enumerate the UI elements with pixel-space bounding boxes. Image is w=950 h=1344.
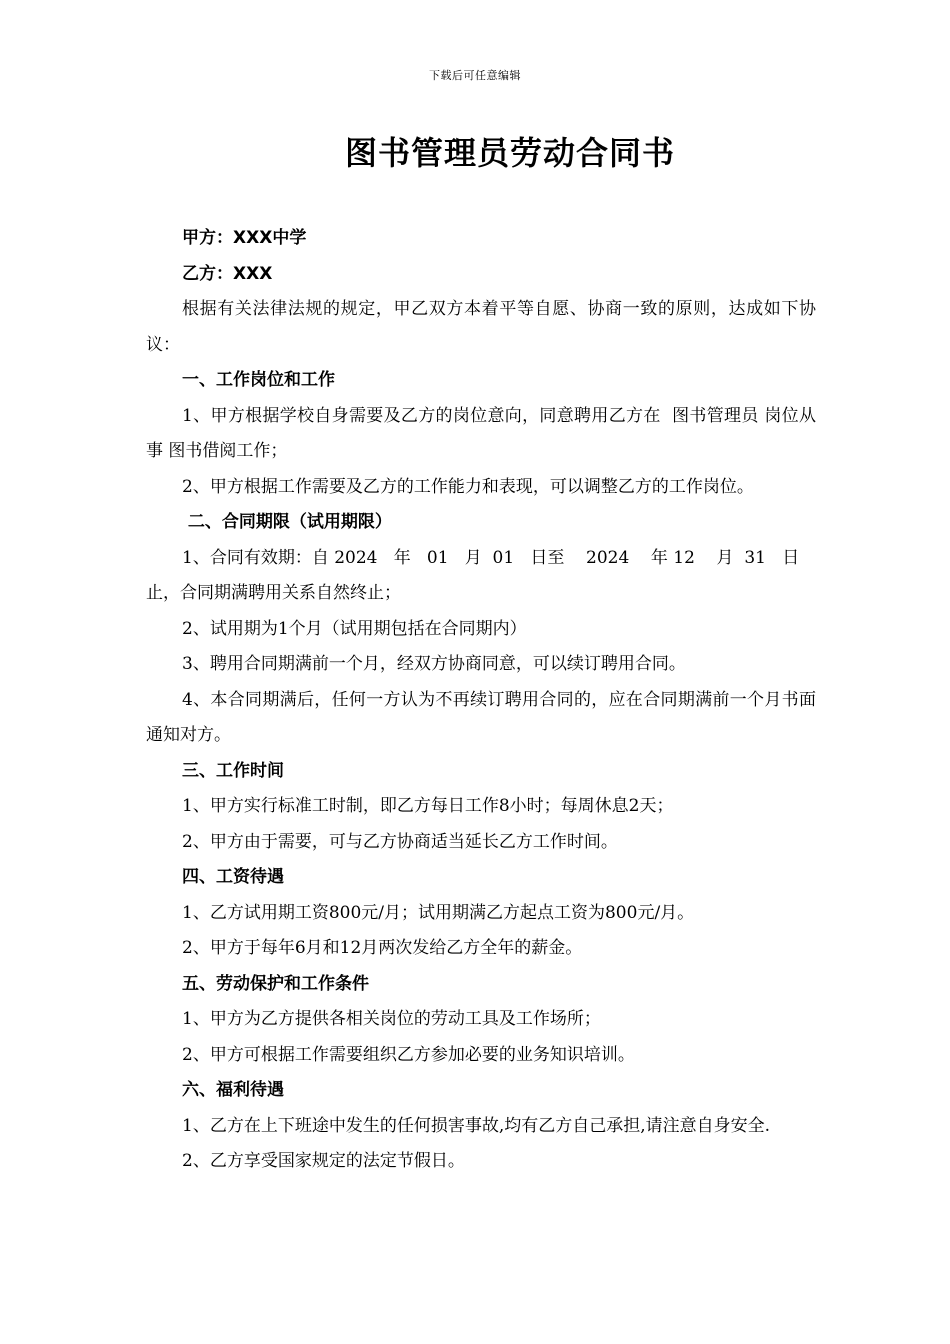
document-body bbox=[146, 221, 816, 1180]
party-a: 甲方：XXX中学 bbox=[182, 228, 307, 248]
clause-1-2: 2、甲方根据工作需要及乙方的工作能力和表现，可以调整乙方的工作岗位。 bbox=[182, 476, 754, 497]
section-heading-1: 一、工作岗位和工作 bbox=[182, 370, 335, 390]
clause-1-1: 1、甲方根据学校自身需要及乙方的岗位意向，同意聘用乙方在 图书管理员 岗位从事 图书借阅工作； bbox=[146, 405, 816, 461]
section-heading-2: 二、合同期限（试用期限） bbox=[182, 512, 392, 532]
section-heading-3: 三、工作时间 bbox=[182, 760, 284, 781]
clause-3-2: 2、甲方由于需要，可与乙方协商适当延长乙方工作时间。 bbox=[182, 831, 618, 852]
clause-4-2: 2、甲方于每年6月和12月两次发给乙方全年的薪金。 bbox=[182, 938, 583, 958]
document-title: 图书管理员劳动合同书 bbox=[344, 134, 675, 172]
section-heading-5: 五、劳动保护和工作条件 bbox=[182, 973, 369, 994]
clause-5-2: 2、甲方可根据工作需要组织乙方参加必要的业务知识培训。 bbox=[182, 1044, 635, 1065]
clause-4-1: 1、乙方试用期工资800元/月；试用期满乙方起点工资为800元/月。 bbox=[182, 902, 695, 923]
clause-2-1: 1、合同有效期：自 2024 年 01 月 01 日至 2024 年 12 月 31 日止，合同期满聘用关系自然终止； bbox=[146, 547, 800, 603]
clause-6-1: 1、乙方在上下班途中发生的任何损害事故,均有乙方自己承担,请注意自身安全. bbox=[182, 1115, 771, 1136]
section-heading-6: 六、福利待遇 bbox=[182, 1080, 284, 1100]
clause-3-1: 1、甲方实行标准工时制，即乙方每日工作8小时；每周休息2天； bbox=[182, 796, 674, 816]
clause-6-2: 2、乙方享受国家规定的法定节假日。 bbox=[182, 1151, 465, 1171]
intro-paragraph: 根据有关法律法规的规定，甲乙双方本着平等自愿、协商一致的原则，达成如下协议： bbox=[146, 299, 816, 355]
clause-2-4: 4、本合同期满后，任何一方认为不再续订聘用合同的，应在合同期满前一个月书面通知对方。 bbox=[146, 689, 816, 745]
party-b: 乙方：XXX bbox=[182, 263, 273, 284]
clause-2-2: 2、试用期为1个月（试用期包括在合同期内） bbox=[182, 618, 527, 639]
clause-5-1: 1、甲方为乙方提供各相关岗位的劳动工具及工作场所； bbox=[182, 1009, 601, 1029]
section-heading-4: 四、工资待遇 bbox=[182, 867, 284, 887]
header-note: 下载后可任意编辑 bbox=[429, 69, 521, 82]
clause-2-3: 3、聘用合同期满前一个月，经双方协商同意，可以续订聘用合同。 bbox=[182, 654, 686, 674]
